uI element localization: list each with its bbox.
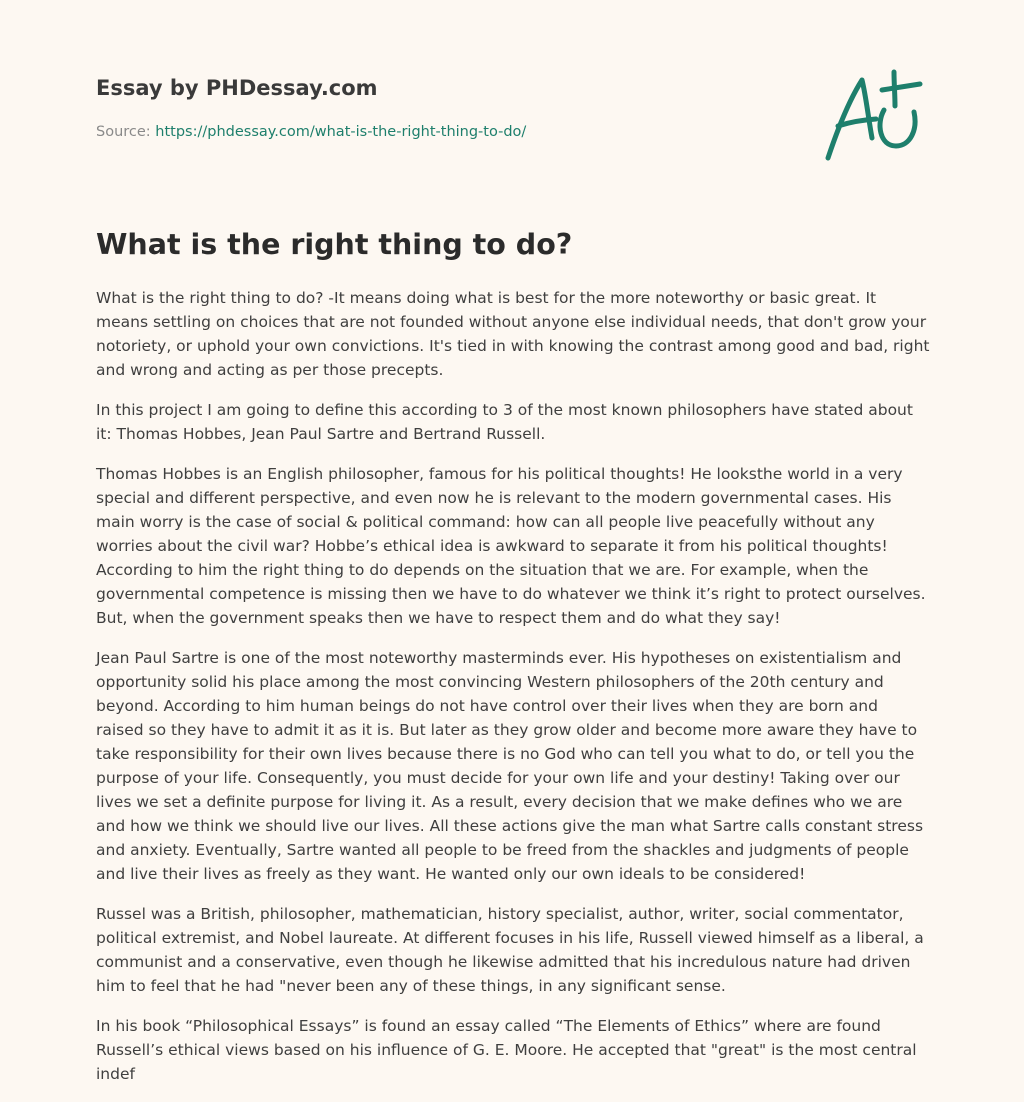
- essay-paragraph: Russel was a British, philosopher, mathematician, history specialist, author, writer, social commentator, political extremist, and Nobel laureate. At different focuses in his life, Russell viewed himself as a liberal, a communist and a conservative, even though he likewise admitted that his incredulous nature had driven him to feel that he had "never been any of these things, in any significant sense.: [96, 905, 924, 995]
- essay-paragraph: In his book “Philosophical Essays” is found an essay called “The Elements of Ethics” where are found Russell’s ethical views based on his influence of G. E. Moore. He accepted that "great" is the most central indef: [96, 1017, 917, 1083]
- site-title: Essay by PHDessay.com: [96, 76, 378, 100]
- essay-title: What is the right thing to do?: [96, 228, 573, 261]
- source-label: Source:: [96, 124, 151, 140]
- essay-header: [96, 0, 928, 200]
- essay-body: [96, 226, 930, 1102]
- source-line: [96, 124, 526, 140]
- essay-paragraph: Thomas Hobbes is an English philosopher, famous for his political thoughts! He looksthe world in a very special and different perspective, and even now he is relevant to the modern governmental cases. His main worry is the case of social & political command: how can all people live peacefully without any worries about the civil war? Hobbe’s ethical idea is awkward to separate it from his political thoughts! According to him the right thing to do depends on the situation that we are. For example, when the governmental competence is missing then we have to do whatever we think it’s right to protect ourselves. But, when the government speaks then we have to respect them and do what they say!: [96, 465, 926, 627]
- essay-paragraph: In this project I am going to define this according to 3 of the most known philosophers have stated about it: Thomas Hobbes, Jean Paul Sartre and Bertrand Russell.: [96, 401, 913, 443]
- a-plus-logo-icon: [822, 66, 926, 166]
- source-link[interactable]: https://phdessay.com/what-is-the-right-thing-to-do/: [155, 124, 527, 140]
- essay-paragraph: What is the right thing to do? -It means doing what is best for the more noteworthy or basic great. It means settling on choices that are not founded without anyone else individual needs, that don't grow your notoriety, or uphold your own convictions. It's tied in with knowing the contrast among good and bad, right and wrong and acting as per those precepts.: [96, 289, 930, 379]
- essay-paragraph: Jean Paul Sartre is one of the most noteworthy masterminds ever. His hypotheses on existentialism and opportunity solid his place among the most convincing Western philosophers of the 20th century and beyond. According to him human beings do not have control over their lives when they are born and raised so they have to admit it as it is. But later as they grow older and become more aware they have to take responsibility for their own lives because there is no God who can tell you what to do, or tell you the purpose of your life. Consequently, you must decide for your own life and your destiny! Taking over our lives we set a definite purpose for living it. As a result, every decision that we make defines who we are and how we think we should live our lives. All these actions give the man what Sartre calls constant stress and anxiety. Eventually, Sartre wanted all people to be freed from the shackles and judgments of people and live their lives as freely as they want. He wanted only our own ideals to be considered!: [96, 649, 924, 883]
